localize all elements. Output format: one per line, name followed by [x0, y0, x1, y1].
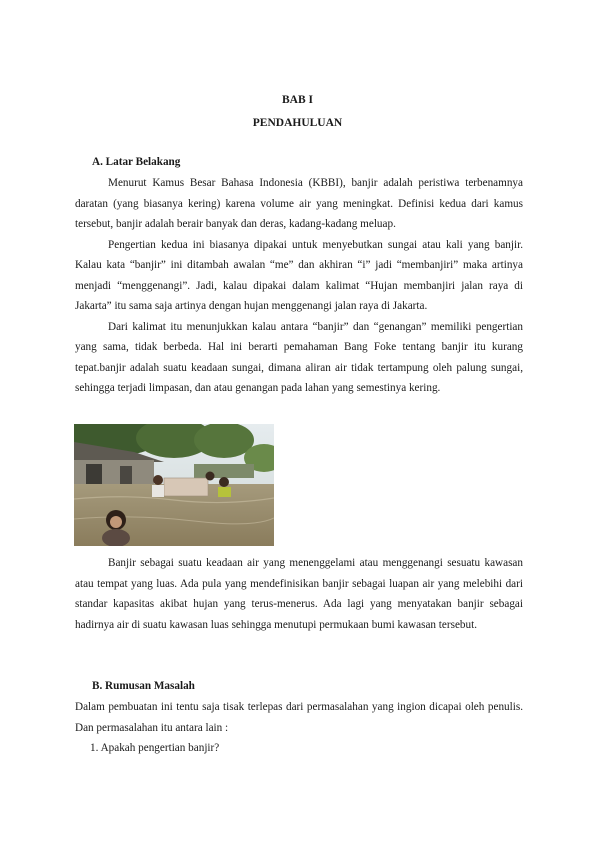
chapter-title: PENDAHULUAN	[252, 117, 343, 129]
problem-list	[75, 738, 523, 759]
paragraph: Pengertian kedua ini biasanya dipakai untuk menyebutkan sungai atau kali yang banjir. Kalau kata “banjir” ini ditambah awalan “me” dan akhiran “i” jadi “membanjiri” maka artinya menjadi “menggenangi”. Jadi, kalau dipakai dalam kalimat “Hujan membanjiri jalan raya di Jakarta” itu sama saja artinya dengan hujan menggenangi jalan raya di Jakarta.	[75, 238, 523, 312]
section-b-heading: B. Rumusan Masalah	[92, 680, 195, 692]
section-a-body-continued	[75, 553, 523, 635]
section-a-body	[75, 173, 523, 399]
list-item: 1. Apakah pengertian banjir?	[90, 742, 220, 754]
paragraph: Dalam pembuatan ini tentu saja tisak terlepas dari permasalahan yang ingion dicapai oleh penulis. Dan permasalahan itu antara lain :	[75, 701, 523, 734]
paragraph: Banjir sebagai suatu keadaan air yang menenggelami atau menggenangi sesuatu kawasan atau tempat yang luas. Ada pula yang mendefinisikan banjir sebagai luapan air yang melebihi dari standar kapasitas akibat hujan yang terus-menerus. Ada lagi yang menyatakan banjir sebagai hadirnya air di suatu kawasan luas sehingga menutupi permukaan bumi kawasan tersebut.	[75, 557, 523, 631]
section-a-heading: A. Latar Belakang	[92, 156, 181, 168]
paragraph: Dari kalimat itu menunjukkan kalau antara “banjir” dan “genangan” memiliki pengertian yang sama, tidak berbeda. Hal ini berarti pemahaman Bang Foke tentang banjir itu kurang tepat.banjir adalah suatu keadaan sungai, dimana aliran air tidak tertampung oleh palung sungai, sehingga terjadi limpasan, dan atau genangan pada lahan yang semestinya kering.	[75, 320, 523, 394]
flood-photo	[74, 424, 274, 546]
flood-photo-icon	[74, 424, 274, 546]
section-b-body	[75, 697, 523, 759]
paragraph: Menurut Kamus Besar Bahasa Indonesia (KBBI), banjir adalah peristiwa terbenamnya daratan (yang biasanya kering) karena volume air yang meningkat. Definisi kedua dari kamus tersebut, banjir adalah berair banyak dan deras, kadang-kadang meluap.	[75, 177, 523, 230]
chapter-number: BAB I	[282, 94, 313, 106]
